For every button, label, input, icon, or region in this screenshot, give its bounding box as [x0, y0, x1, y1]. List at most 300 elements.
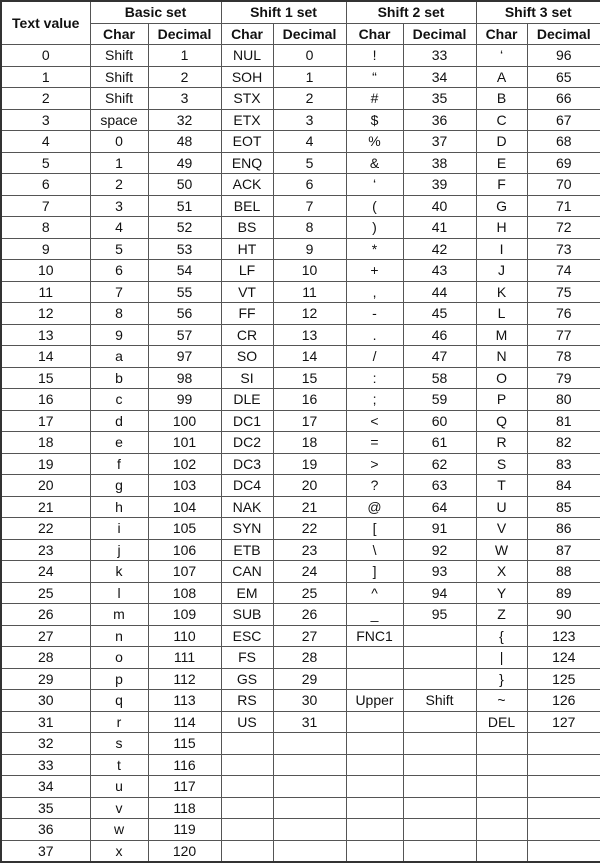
basic-char-cell: b [90, 367, 148, 389]
shift1-char-cell: SO [221, 346, 273, 368]
shift2-decimal-cell: 60 [403, 410, 476, 432]
table-row [1, 66, 600, 88]
basic-decimal-cell: 104 [148, 496, 221, 518]
text-value-cell: 14 [1, 346, 90, 368]
table-row [1, 733, 600, 755]
shift3-char-cell [476, 754, 527, 776]
shift1-decimal-cell: 23 [273, 539, 346, 561]
text-value-cell: 3 [1, 109, 90, 131]
basic-decimal-cell: 111 [148, 647, 221, 669]
shift1-decimal-cell: 28 [273, 647, 346, 669]
shift1-char-cell: SOH [221, 66, 273, 88]
shift3-char-cell: ‘ [476, 45, 527, 67]
basic-char-cell: 1 [90, 152, 148, 174]
header-row-sub [1, 23, 600, 45]
table-row [1, 496, 600, 518]
basic-decimal-cell: 114 [148, 711, 221, 733]
shift3-decimal-cell: 88 [527, 561, 600, 583]
shift3-decimal-cell: 126 [527, 690, 600, 712]
basic-decimal-cell: 117 [148, 776, 221, 798]
text-value-cell: 4 [1, 131, 90, 153]
shift3-char-cell: G [476, 195, 527, 217]
shift1-char-cell: DC4 [221, 475, 273, 497]
shift2-decimal-cell: 94 [403, 582, 476, 604]
basic-decimal-cell: 106 [148, 539, 221, 561]
shift3-decimal-cell: 96 [527, 45, 600, 67]
shift1-decimal-cell: 21 [273, 496, 346, 518]
basic-char-cell: e [90, 432, 148, 454]
shift1-char-cell: NAK [221, 496, 273, 518]
text-value-cell: 36 [1, 819, 90, 841]
basic-char-cell: r [90, 711, 148, 733]
text-value-cell: 26 [1, 604, 90, 626]
shift2-decimal-cell: 39 [403, 174, 476, 196]
shift2-decimal-cell [403, 797, 476, 819]
shift2-decimal-cell: 41 [403, 217, 476, 239]
basic-char-cell: 5 [90, 238, 148, 260]
shift1-char-cell: EOT [221, 131, 273, 153]
shift2-decimal-cell: 36 [403, 109, 476, 131]
text-value-cell: 24 [1, 561, 90, 583]
shift1-decimal-header: Decimal [273, 23, 346, 45]
basic-decimal-cell: 110 [148, 625, 221, 647]
shift3-char-cell: C [476, 109, 527, 131]
shift1-char-header: Char [221, 23, 273, 45]
basic-char-cell: h [90, 496, 148, 518]
basic-char-cell: m [90, 604, 148, 626]
shift1-char-cell: ESC [221, 625, 273, 647]
shift1-decimal-cell [273, 776, 346, 798]
shift1-decimal-cell: 4 [273, 131, 346, 153]
basic-char-cell: d [90, 410, 148, 432]
table-row [1, 152, 600, 174]
basic-char-cell: 8 [90, 303, 148, 325]
shift2-char-cell: * [346, 238, 403, 260]
shift2-char-cell [346, 668, 403, 690]
table-row [1, 518, 600, 540]
shift1-char-cell: LF [221, 260, 273, 282]
shift2-char-cell: $ [346, 109, 403, 131]
shift1-decimal-cell: 27 [273, 625, 346, 647]
text-value-cell: 22 [1, 518, 90, 540]
shift3-char-cell: H [476, 217, 527, 239]
shift2-char-cell: ‘ [346, 174, 403, 196]
shift1-decimal-cell [273, 819, 346, 841]
basic-char-cell: 9 [90, 324, 148, 346]
basic-char-cell: q [90, 690, 148, 712]
shift2-char-cell: ; [346, 389, 403, 411]
shift2-decimal-cell: 92 [403, 539, 476, 561]
basic-decimal-cell: 53 [148, 238, 221, 260]
table-row [1, 776, 600, 798]
shift3-char-cell: T [476, 475, 527, 497]
shift2-decimal-cell: 47 [403, 346, 476, 368]
basic-char-cell: Shift [90, 88, 148, 110]
shift3-decimal-cell [527, 819, 600, 841]
shift2-decimal-cell [403, 668, 476, 690]
shift1-char-cell: RS [221, 690, 273, 712]
shift1-char-cell: STX [221, 88, 273, 110]
shift1-decimal-cell: 5 [273, 152, 346, 174]
shift3-char-cell [476, 840, 527, 862]
table-body [1, 45, 600, 863]
shift1-decimal-cell: 7 [273, 195, 346, 217]
shift1-char-cell: ENQ [221, 152, 273, 174]
shift3-char-header: Char [476, 23, 527, 45]
table-row [1, 819, 600, 841]
shift3-char-cell: V [476, 518, 527, 540]
basic-char-cell: 6 [90, 260, 148, 282]
shift1-decimal-cell: 14 [273, 346, 346, 368]
shift2-char-cell: # [346, 88, 403, 110]
basic-decimal-cell: 118 [148, 797, 221, 819]
text-value-cell: 35 [1, 797, 90, 819]
basic-char-cell: j [90, 539, 148, 561]
shift1-char-cell [221, 733, 273, 755]
shift1-decimal-cell: 19 [273, 453, 346, 475]
shift3-char-cell: N [476, 346, 527, 368]
shift1-decimal-cell: 1 [273, 66, 346, 88]
shift3-char-cell: A [476, 66, 527, 88]
shift1-decimal-cell: 9 [273, 238, 346, 260]
shift3-char-cell: E [476, 152, 527, 174]
shift2-decimal-cell: 40 [403, 195, 476, 217]
basic-decimal-cell: 109 [148, 604, 221, 626]
shift2-char-cell: + [346, 260, 403, 282]
shift1-decimal-cell: 20 [273, 475, 346, 497]
shift3-char-cell: Q [476, 410, 527, 432]
table-row [1, 690, 600, 712]
text-value-cell: 10 [1, 260, 90, 282]
shift2-decimal-cell: 61 [403, 432, 476, 454]
shift2-char-cell: ! [346, 45, 403, 67]
shift1-char-cell: GS [221, 668, 273, 690]
basic-char-cell: l [90, 582, 148, 604]
basic-char-cell: 2 [90, 174, 148, 196]
text-value-cell: 34 [1, 776, 90, 798]
shift3-decimal-cell: 77 [527, 324, 600, 346]
shift3-char-cell: X [476, 561, 527, 583]
basic-decimal-cell: 48 [148, 131, 221, 153]
shift1-decimal-cell: 6 [273, 174, 346, 196]
shift1-char-cell: EM [221, 582, 273, 604]
shift2-char-cell: ( [346, 195, 403, 217]
shift3-decimal-cell: 70 [527, 174, 600, 196]
text-value-cell: 2 [1, 88, 90, 110]
text-value-cell: 9 [1, 238, 90, 260]
shift2-char-cell: & [346, 152, 403, 174]
shift1-char-cell [221, 819, 273, 841]
shift2-decimal-cell: 64 [403, 496, 476, 518]
shift2-char-cell [346, 797, 403, 819]
basic-decimal-cell: 98 [148, 367, 221, 389]
shift2-char-cell [346, 647, 403, 669]
shift3-decimal-cell: 76 [527, 303, 600, 325]
table-row [1, 367, 600, 389]
basic-decimal-cell: 116 [148, 754, 221, 776]
shift3-decimal-cell: 123 [527, 625, 600, 647]
shift3-char-cell: ~ [476, 690, 527, 712]
shift3-decimal-cell: 124 [527, 647, 600, 669]
basic-decimal-cell: 2 [148, 66, 221, 88]
basic-char-cell: 0 [90, 131, 148, 153]
shift3-char-cell: U [476, 496, 527, 518]
basic-decimal-header: Decimal [148, 23, 221, 45]
basic-char-cell: p [90, 668, 148, 690]
shift2-decimal-cell: Shift [403, 690, 476, 712]
shift2-set-header: Shift 2 set [346, 1, 476, 23]
shift1-char-cell: DC1 [221, 410, 273, 432]
shift2-decimal-cell: 43 [403, 260, 476, 282]
shift3-decimal-cell: 67 [527, 109, 600, 131]
shift1-char-cell: NUL [221, 45, 273, 67]
table-row [1, 668, 600, 690]
shift1-decimal-cell: 13 [273, 324, 346, 346]
text-value-cell: 25 [1, 582, 90, 604]
shift3-char-cell: } [476, 668, 527, 690]
basic-decimal-cell: 100 [148, 410, 221, 432]
shift3-char-cell [476, 776, 527, 798]
shift3-char-cell: Y [476, 582, 527, 604]
text-value-cell: 27 [1, 625, 90, 647]
table-row [1, 303, 600, 325]
table-row [1, 840, 600, 862]
basic-decimal-cell: 97 [148, 346, 221, 368]
basic-char-cell: f [90, 453, 148, 475]
shift2-char-cell: ) [346, 217, 403, 239]
shift2-decimal-cell: 42 [403, 238, 476, 260]
basic-set-header: Basic set [90, 1, 221, 23]
shift2-decimal-cell: 38 [403, 152, 476, 174]
basic-char-cell: i [90, 518, 148, 540]
shift3-set-header: Shift 3 set [476, 1, 600, 23]
shift3-decimal-cell: 72 [527, 217, 600, 239]
text-value-cell: 31 [1, 711, 90, 733]
shift2-decimal-cell [403, 711, 476, 733]
shift2-char-cell [346, 840, 403, 862]
shift2-char-header: Char [346, 23, 403, 45]
shift3-char-cell: F [476, 174, 527, 196]
shift2-char-cell: ^ [346, 582, 403, 604]
basic-char-cell: a [90, 346, 148, 368]
shift3-decimal-cell [527, 797, 600, 819]
basic-decimal-cell: 32 [148, 109, 221, 131]
shift1-char-cell: ACK [221, 174, 273, 196]
shift2-char-cell [346, 711, 403, 733]
shift3-decimal-header: Decimal [527, 23, 600, 45]
shift2-decimal-cell [403, 625, 476, 647]
basic-char-cell: g [90, 475, 148, 497]
shift1-char-cell: SYN [221, 518, 273, 540]
shift1-decimal-cell: 11 [273, 281, 346, 303]
shift3-decimal-cell: 65 [527, 66, 600, 88]
shift1-char-cell: CAN [221, 561, 273, 583]
text-value-cell: 20 [1, 475, 90, 497]
header-row-groups [1, 1, 600, 23]
basic-decimal-cell: 99 [148, 389, 221, 411]
shift2-char-cell: “ [346, 66, 403, 88]
shift3-decimal-cell: 69 [527, 152, 600, 174]
shift3-decimal-cell: 90 [527, 604, 600, 626]
shift2-char-cell [346, 754, 403, 776]
basic-decimal-cell: 119 [148, 819, 221, 841]
shift1-decimal-cell [273, 797, 346, 819]
basic-char-cell: t [90, 754, 148, 776]
shift1-decimal-cell: 3 [273, 109, 346, 131]
shift2-decimal-header: Decimal [403, 23, 476, 45]
table-row [1, 281, 600, 303]
shift3-decimal-cell: 75 [527, 281, 600, 303]
table-row [1, 410, 600, 432]
shift1-decimal-cell: 15 [273, 367, 346, 389]
table-row [1, 45, 600, 67]
shift3-char-cell [476, 733, 527, 755]
shift1-decimal-cell: 31 [273, 711, 346, 733]
shift1-decimal-cell [273, 754, 346, 776]
shift1-char-cell: VT [221, 281, 273, 303]
text-value-cell: 29 [1, 668, 90, 690]
shift2-char-cell: , [346, 281, 403, 303]
shift3-decimal-cell: 66 [527, 88, 600, 110]
shift2-decimal-cell: 46 [403, 324, 476, 346]
shift3-char-cell: W [476, 539, 527, 561]
table-row [1, 432, 600, 454]
shift2-char-cell: _ [346, 604, 403, 626]
shift3-decimal-cell: 81 [527, 410, 600, 432]
shift2-char-cell: ? [346, 475, 403, 497]
shift3-char-cell: { [476, 625, 527, 647]
shift3-char-cell [476, 797, 527, 819]
text-value-cell: 23 [1, 539, 90, 561]
shift2-char-cell: Upper [346, 690, 403, 712]
shift2-decimal-cell [403, 754, 476, 776]
table-row [1, 174, 600, 196]
basic-decimal-cell: 103 [148, 475, 221, 497]
table-row [1, 604, 600, 626]
shift2-decimal-cell [403, 647, 476, 669]
shift3-decimal-cell: 79 [527, 367, 600, 389]
shift3-char-cell: S [476, 453, 527, 475]
text-value-cell: 16 [1, 389, 90, 411]
shift3-decimal-cell: 68 [527, 131, 600, 153]
shift1-char-cell: HT [221, 238, 273, 260]
shift3-char-cell: D [476, 131, 527, 153]
shift1-decimal-cell [273, 733, 346, 755]
basic-decimal-cell: 1 [148, 45, 221, 67]
shift3-decimal-cell: 87 [527, 539, 600, 561]
shift2-decimal-cell: 62 [403, 453, 476, 475]
shift1-decimal-cell [273, 840, 346, 862]
basic-decimal-cell: 55 [148, 281, 221, 303]
basic-decimal-cell: 52 [148, 217, 221, 239]
shift1-char-cell: ETX [221, 109, 273, 131]
text-value-cell: 7 [1, 195, 90, 217]
shift2-decimal-cell [403, 819, 476, 841]
text-value-cell: 17 [1, 410, 90, 432]
table-row [1, 324, 600, 346]
text-value-cell: 5 [1, 152, 90, 174]
shift3-decimal-cell: 86 [527, 518, 600, 540]
shift3-decimal-cell: 82 [527, 432, 600, 454]
shift1-decimal-cell: 24 [273, 561, 346, 583]
shift1-decimal-cell: 25 [273, 582, 346, 604]
shift1-char-cell: FS [221, 647, 273, 669]
text-value-cell: 0 [1, 45, 90, 67]
shift1-decimal-cell: 26 [273, 604, 346, 626]
shift2-decimal-cell: 91 [403, 518, 476, 540]
shift2-char-cell: : [346, 367, 403, 389]
table-row [1, 711, 600, 733]
shift2-decimal-cell: 93 [403, 561, 476, 583]
shift1-char-cell: BEL [221, 195, 273, 217]
shift1-decimal-cell: 18 [273, 432, 346, 454]
shift2-decimal-cell: 45 [403, 303, 476, 325]
shift3-char-cell [476, 819, 527, 841]
shift1-char-cell: FF [221, 303, 273, 325]
shift1-char-cell [221, 754, 273, 776]
text-value-cell: 32 [1, 733, 90, 755]
table-row [1, 625, 600, 647]
basic-decimal-cell: 51 [148, 195, 221, 217]
shift1-char-cell [221, 840, 273, 862]
shift2-char-cell: - [346, 303, 403, 325]
basic-decimal-cell: 3 [148, 88, 221, 110]
text-value-cell: 30 [1, 690, 90, 712]
shift1-decimal-cell: 30 [273, 690, 346, 712]
basic-decimal-cell: 120 [148, 840, 221, 862]
shift1-char-cell [221, 776, 273, 798]
table-row [1, 195, 600, 217]
shift2-char-cell: ] [346, 561, 403, 583]
shift1-char-cell: SI [221, 367, 273, 389]
table-row [1, 217, 600, 239]
table-row [1, 582, 600, 604]
table-row [1, 797, 600, 819]
text-value-cell: 33 [1, 754, 90, 776]
table-row [1, 389, 600, 411]
shift1-char-cell: DC3 [221, 453, 273, 475]
table-row [1, 260, 600, 282]
text-value-cell: 21 [1, 496, 90, 518]
shift2-decimal-cell: 44 [403, 281, 476, 303]
shift3-char-cell: K [476, 281, 527, 303]
shift3-decimal-cell: 78 [527, 346, 600, 368]
table-row [1, 238, 600, 260]
basic-char-cell: c [90, 389, 148, 411]
shift1-char-cell: SUB [221, 604, 273, 626]
basic-decimal-cell: 107 [148, 561, 221, 583]
shift1-decimal-cell: 17 [273, 410, 346, 432]
shift2-decimal-cell: 95 [403, 604, 476, 626]
basic-decimal-cell: 105 [148, 518, 221, 540]
shift3-char-cell: M [476, 324, 527, 346]
shift3-decimal-cell [527, 840, 600, 862]
shift3-decimal-cell: 84 [527, 475, 600, 497]
shift3-decimal-cell: 127 [527, 711, 600, 733]
shift2-decimal-cell: 34 [403, 66, 476, 88]
shift1-char-cell: BS [221, 217, 273, 239]
shift1-decimal-cell: 16 [273, 389, 346, 411]
shift2-decimal-cell: 63 [403, 475, 476, 497]
shift3-char-cell: O [476, 367, 527, 389]
shift1-char-cell: DLE [221, 389, 273, 411]
text-value-cell: 12 [1, 303, 90, 325]
text-value-cell: 28 [1, 647, 90, 669]
shift3-char-cell: L [476, 303, 527, 325]
basic-char-cell: k [90, 561, 148, 583]
basic-char-cell: Shift [90, 66, 148, 88]
shift1-decimal-cell: 12 [273, 303, 346, 325]
